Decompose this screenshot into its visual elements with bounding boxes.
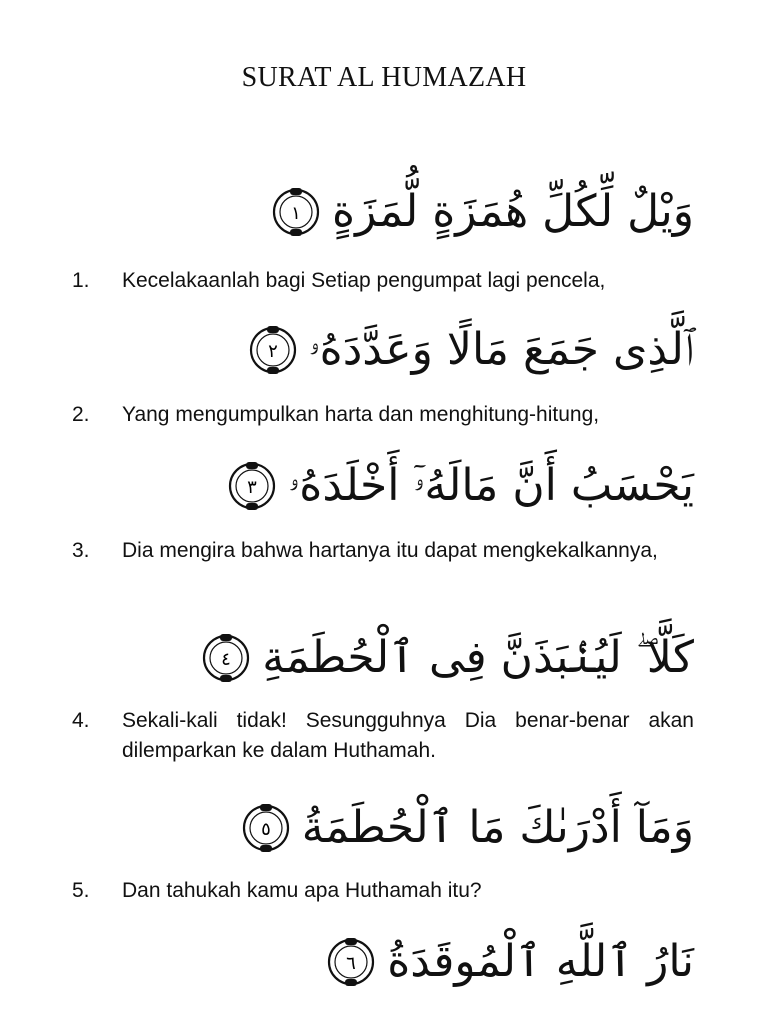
translation-4 xyxy=(72,706,694,766)
verse-6-arabic xyxy=(0,922,768,1002)
verse-number: 4. xyxy=(72,709,90,732)
arabic-line xyxy=(270,172,694,252)
ayah-number-icon xyxy=(226,460,278,512)
arabic-line xyxy=(325,922,694,1002)
arabic-text: نَارُ ٱللَّهِ ٱلْمُوقَدَةُ xyxy=(387,936,694,987)
ayah-number: ٤ xyxy=(221,649,232,670)
translation-2 xyxy=(72,400,694,430)
verse-number: 5. xyxy=(72,879,90,902)
ayah-number: ١ xyxy=(291,203,301,224)
arabic-line xyxy=(226,446,694,526)
translation-5 xyxy=(72,876,694,906)
page-title: SURAT AL HUMAZAH xyxy=(241,62,527,93)
arabic-text: كَلَّا ۖ لَيُنۢبَذَنَّ فِى ٱلْحُطَمَةِ xyxy=(262,632,694,683)
translation-3 xyxy=(72,536,694,566)
translation-1 xyxy=(72,266,694,296)
ayah-number: ٥ xyxy=(260,819,271,840)
ayah-number: ٣ xyxy=(247,477,258,498)
verse-1-arabic xyxy=(0,172,768,252)
translation-text: Dan tahukah kamu apa Huthamah itu? xyxy=(122,879,482,902)
arabic-text: وَيْلٌ لِّكُلِّ هُمَزَةٍ لُّمَزَةٍ xyxy=(332,186,694,237)
translation-text: Dia mengira bahwa hartanya itu dapat mengkekalkannya, xyxy=(122,539,658,562)
verse-3-arabic xyxy=(0,446,768,526)
verse-number: 2. xyxy=(72,403,90,426)
arabic-line xyxy=(200,618,694,698)
arabic-text: ٱلَّذِى جَمَعَ مَالًا وَعَدَّدَهُۥ xyxy=(308,324,694,375)
ayah-number-icon xyxy=(270,186,322,238)
verse-4-arabic xyxy=(0,618,768,698)
arabic-text: وَمَآ أَدْرَىٰكَ مَا ٱلْحُطَمَةُ xyxy=(301,802,694,853)
arabic-text: يَحْسَبُ أَنَّ مَالَهُۥٓ أَخْلَدَهُۥ xyxy=(288,460,694,511)
translation-text: Yang mengumpulkan harta dan menghitung-hitung, xyxy=(122,403,600,426)
verse-number: 1. xyxy=(72,269,90,292)
ayah-number-icon xyxy=(200,632,252,684)
translation-text: Sekali-kali tidak! Sesungguhnya Dia benar-benar akan dilemparkan ke dalam Huthamah. xyxy=(122,709,694,762)
arabic-line xyxy=(240,788,694,868)
ayah-number-icon xyxy=(240,802,292,854)
ayah-number: ٢ xyxy=(267,341,278,362)
translation-text: Kecelakaanlah bagi Setiap pengumpat lagi pencela, xyxy=(122,269,606,292)
ayah-number-icon xyxy=(247,324,299,376)
verse-number: 3. xyxy=(72,539,90,562)
ayah-number-icon xyxy=(325,936,377,988)
verse-2-arabic xyxy=(0,310,768,390)
verse-5-arabic xyxy=(0,788,768,868)
ayah-number: ٦ xyxy=(346,953,357,974)
arabic-line xyxy=(247,310,694,390)
